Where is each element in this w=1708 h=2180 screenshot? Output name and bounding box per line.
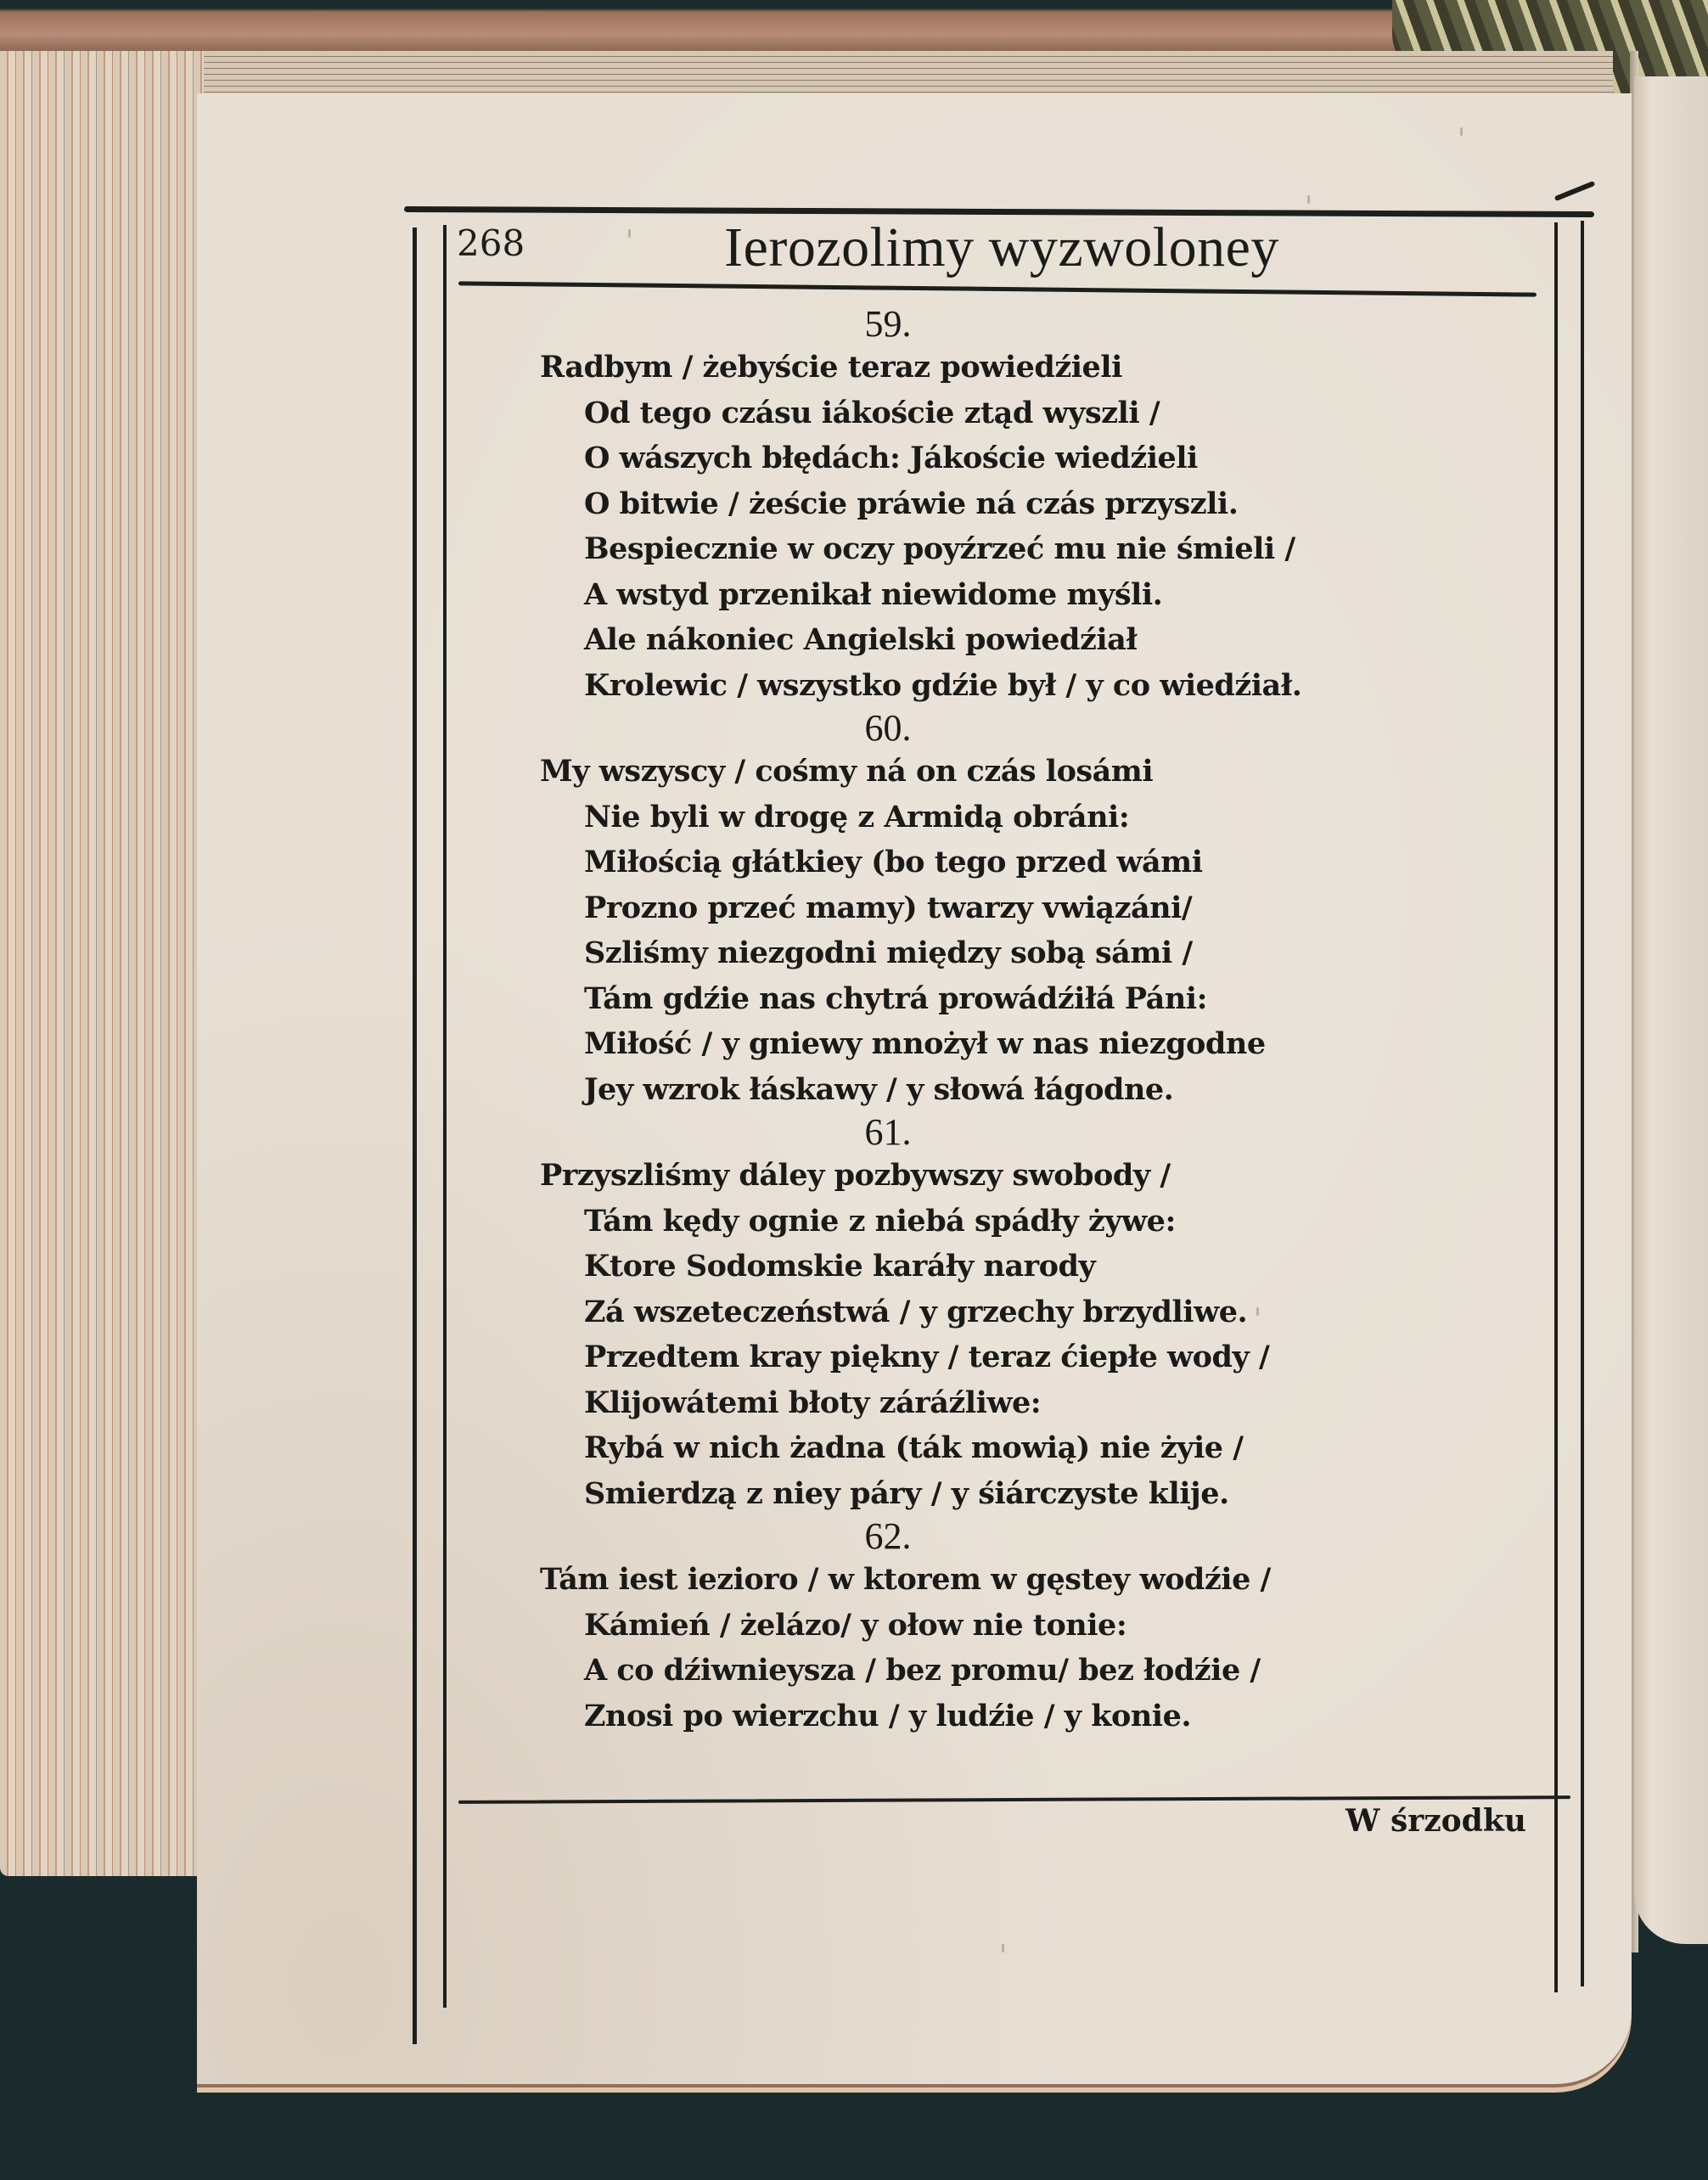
paper-speck [1307, 195, 1310, 204]
verse-line: Smierdzą z niey páry / y śiárczyste klije. [584, 1475, 1229, 1511]
verse-line: A co dźiwnieysza / bez promu/ bez łodźie / [584, 1653, 1261, 1688]
verse-line: Zá wszeteczeństwá / y grzechy brzydliwe. [584, 1294, 1248, 1329]
verse-line: Tám gdźie nas chytrá prowádźiłá Páni: [584, 980, 1207, 1016]
verse-line: Bespiecznie w oczy poyźrzeć mu nie śmieli / [584, 531, 1295, 566]
stanza-number: 62. [864, 1515, 912, 1557]
stanza-number: 60. [864, 707, 912, 749]
verse-line: Miłość / y gniewy mnożył w nas niezgodne [584, 1026, 1266, 1061]
verse-line: My wszyscy / cośmy ná on czás losámi [540, 754, 1154, 789]
facing-page-edge [1634, 76, 1708, 1944]
verse-line: Znosi po wierzchu / y ludźie / y konie. [584, 1698, 1192, 1733]
stanza [540, 304, 1542, 708]
frame-right-outer-rule [1581, 221, 1584, 1986]
verse-line: Tám iest iezioro / w ktorem w gęstey wodźie / [540, 1562, 1271, 1597]
verse-line: Przyszliśmy dáley pozbywszy swobody / [540, 1158, 1171, 1193]
paper-speck [1256, 1307, 1259, 1316]
page-number: 268 [457, 222, 525, 264]
verse-line: Ale nákoniec Angielski powiedźiał [584, 622, 1138, 657]
paper-speck [1460, 127, 1463, 136]
verse-line: Rybá w nich żadna (ták mowią) nie żyie / [584, 1430, 1244, 1465]
verse-line: O wászych błędách: Jákoście wiedźieli [584, 441, 1198, 475]
verse-line: Krolewic / wszystko gdźie był / y co wiedźiał. [584, 667, 1302, 703]
verse-line: Jey wzrok łáskawy / y słowá łágodne. [584, 1071, 1174, 1107]
frame-left-outer-rule [413, 228, 417, 2044]
verse-line: Szliśmy niezgodni między sobą sámi / [584, 935, 1193, 970]
paper-speck [628, 229, 631, 238]
page-stack-fore-edges [0, 51, 204, 1876]
stanza [540, 1112, 1542, 1516]
verse-line: O bitwie / żeście práwie ná czás przyszli. [584, 486, 1239, 521]
running-title: Ierozolimy wyzwoloney [724, 216, 1279, 278]
verse-line: Kámień / żelázo/ y ołow nie tonie: [584, 1607, 1127, 1643]
verse-line: A wstyd przenikał niewidome myśli. [584, 576, 1163, 612]
stanza-number: 59. [864, 303, 912, 345]
verse-line: Od tego czásu iákoście ztąd wyszli / [584, 395, 1160, 430]
stanza [540, 1516, 1542, 1739]
frame-left-inner-rule [443, 225, 447, 2008]
verse-line: Klijowátemi błoty záráźliwe: [584, 1385, 1042, 1420]
verse-line: Miłością głátkiey (bo tego przed wámi [584, 845, 1203, 879]
verse-line: Prozno przeć mamy) twarzy vwiązáni/ [584, 890, 1193, 925]
verse-line: Nie byli w drogę z Armidą obráni: [584, 799, 1130, 834]
verse-text-block [540, 304, 1542, 1739]
paper-speck [1002, 1944, 1004, 1952]
verse-line: Ktore Sodomskie karáły narody [584, 1249, 1096, 1284]
verse-line: Radbym / żebyście teraz powiedźieli [540, 350, 1122, 385]
stanza-number: 61. [864, 1111, 912, 1153]
frame-right-inner-rule [1554, 222, 1558, 1992]
catchword: W śrzodku [1346, 1803, 1526, 1839]
stanza [540, 708, 1542, 1112]
verse-line: Przedtem kray piękny / teraz ćiepłe wody / [584, 1340, 1270, 1374]
verse-line: Tám kędy ognie z niebá spádły żywe: [584, 1203, 1176, 1239]
